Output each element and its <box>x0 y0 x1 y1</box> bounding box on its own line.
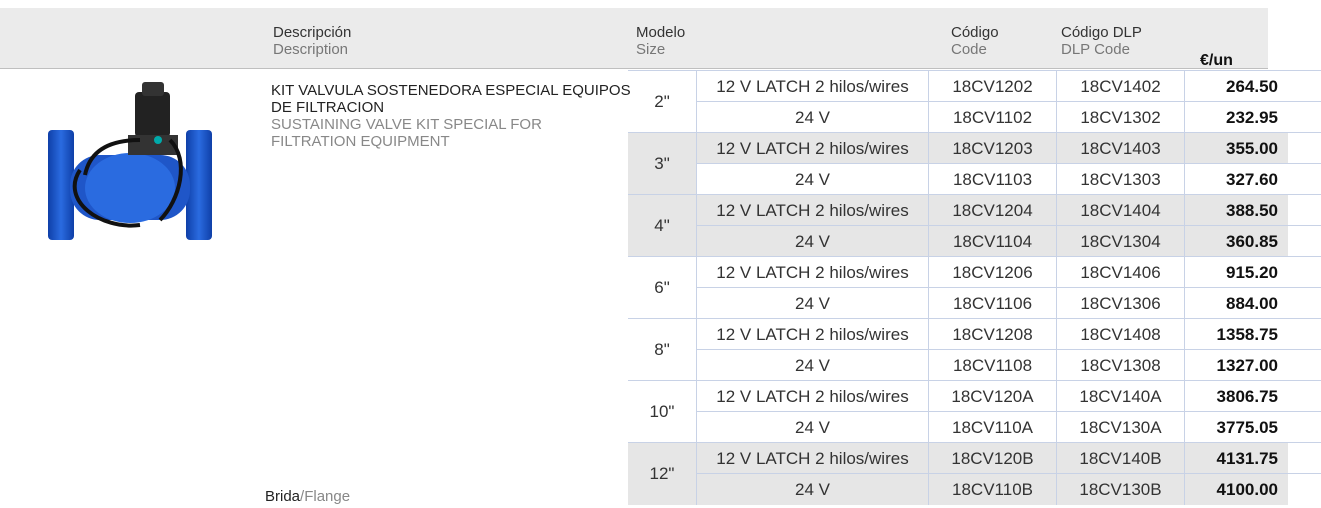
table-row <box>696 287 1321 319</box>
dlp-code-cell: 18CV1408 <box>1056 319 1184 350</box>
header-size-es: Modelo <box>636 24 686 41</box>
dlp-code-cell: 18CV130A <box>1056 412 1184 443</box>
code-cell: 18CV1203 <box>928 133 1056 164</box>
price-cell: 884.00 <box>1184 288 1288 319</box>
mode-cell: 12 V LATCH 2 hilos/wires <box>696 71 928 102</box>
dlp-code-cell: 18CV1308 <box>1056 350 1184 381</box>
dlp-code-cell: 18CV140A <box>1056 381 1184 412</box>
code-cell: 18CV1202 <box>928 71 1056 102</box>
header-code <box>951 24 999 58</box>
mode-cell: 24 V <box>696 226 928 257</box>
connection-es: Brida <box>265 488 301 505</box>
size-cell: 12" <box>628 442 696 505</box>
size-cell: 3" <box>628 132 696 195</box>
valve-icon <box>40 80 220 245</box>
code-cell: 18CV1104 <box>928 226 1056 257</box>
dlp-code-cell: 18CV1404 <box>1056 195 1184 226</box>
mode-cell: 12 V LATCH 2 hilos/wires <box>696 133 928 164</box>
code-cell: 18CV1206 <box>928 257 1056 288</box>
dlp-code-cell: 18CV1406 <box>1056 257 1184 288</box>
mode-cell: 24 V <box>696 412 928 443</box>
code-cell: 18CV1208 <box>928 319 1056 350</box>
mode-cell: 12 V LATCH 2 hilos/wires <box>696 381 928 412</box>
product-title-es-2: DE FILTRACION <box>271 99 385 116</box>
header-description-en: Description <box>273 41 349 58</box>
mode-cell: 24 V <box>696 102 928 133</box>
price-cell: 1358.75 <box>1184 319 1288 350</box>
dlp-code-cell: 18CV1402 <box>1056 71 1184 102</box>
code-cell: 18CV1103 <box>928 164 1056 195</box>
table-row <box>696 411 1321 443</box>
dlp-code-cell: 18CV1304 <box>1056 226 1184 257</box>
code-cell: 18CV120B <box>928 443 1056 474</box>
header-price: €/un <box>1200 52 1233 69</box>
table-row <box>696 225 1321 257</box>
table-row <box>696 349 1321 381</box>
dlp-code-cell: 18CV140B <box>1056 443 1184 474</box>
valve-illustration <box>40 80 220 245</box>
dlp-code-cell: 18CV1303 <box>1056 164 1184 195</box>
code-cell: 18CV1106 <box>928 288 1056 319</box>
table-row <box>696 132 1321 164</box>
size-cell: 6" <box>628 256 696 319</box>
price-cell: 355.00 <box>1184 133 1288 164</box>
product-title-es-1: KIT VALVULA SOSTENEDORA ESPECIAL EQUIPOS <box>271 82 631 99</box>
header-description-es: Descripción <box>273 24 352 41</box>
product-title-en-1: SUSTAINING VALVE KIT SPECIAL FOR <box>271 116 542 133</box>
table-row <box>696 380 1321 412</box>
header-dlp-en: DLP Code <box>1061 41 1130 58</box>
table-header <box>0 8 1268 69</box>
connection-sep: / <box>300 488 305 505</box>
size-cell: 10" <box>628 380 696 443</box>
dlp-code-cell: 18CV1306 <box>1056 288 1184 319</box>
table-row <box>696 70 1321 102</box>
mode-cell: 24 V <box>696 474 928 505</box>
dlp-code-cell: 18CV1403 <box>1056 133 1184 164</box>
table-row <box>696 318 1321 350</box>
code-cell: 18CV1108 <box>928 350 1056 381</box>
price-cell: 360.85 <box>1184 226 1288 257</box>
code-cell: 18CV1204 <box>928 195 1056 226</box>
size-cell: 8" <box>628 318 696 381</box>
price-cell: 232.95 <box>1184 102 1288 133</box>
dlp-code-cell: 18CV130B <box>1056 474 1184 505</box>
price-cell: 4131.75 <box>1184 443 1288 474</box>
header-size-en: Size <box>636 41 666 58</box>
price-cell: 264.50 <box>1184 71 1288 102</box>
mode-cell: 12 V LATCH 2 hilos/wires <box>696 195 928 226</box>
size-cell: 2" <box>628 70 696 133</box>
table-row <box>696 163 1321 195</box>
code-cell: 18CV1102 <box>928 102 1056 133</box>
table-row <box>696 256 1321 288</box>
price-cell: 4100.00 <box>1184 474 1288 505</box>
header-code-en: Code <box>951 41 987 58</box>
price-cell: 388.50 <box>1184 195 1288 226</box>
table-row <box>696 473 1321 505</box>
table-row <box>696 194 1321 226</box>
price-cell: 1327.00 <box>1184 350 1288 381</box>
price-cell: 327.60 <box>1184 164 1288 195</box>
price-cell: 915.20 <box>1184 257 1288 288</box>
price-cell: 3806.75 <box>1184 381 1288 412</box>
mode-cell: 24 V <box>696 164 928 195</box>
header-code-es: Código <box>951 24 999 41</box>
code-cell: 18CV110A <box>928 412 1056 443</box>
header-dlp-es: Código DLP <box>1061 24 1142 41</box>
code-cell: 18CV110B <box>928 474 1056 505</box>
size-cell: 4" <box>628 194 696 257</box>
header-description <box>273 24 351 58</box>
header-dlp-code <box>1061 24 1142 58</box>
mode-cell: 24 V <box>696 288 928 319</box>
price-cell: 3775.05 <box>1184 412 1288 443</box>
header-size <box>636 24 685 58</box>
table-row <box>696 101 1321 133</box>
connection-en: Flange <box>304 488 351 505</box>
mode-cell: 24 V <box>696 350 928 381</box>
mode-cell: 12 V LATCH 2 hilos/wires <box>696 257 928 288</box>
mode-cell: 12 V LATCH 2 hilos/wires <box>696 319 928 350</box>
product-title-en-2: FILTRATION EQUIPMENT <box>271 133 450 150</box>
table-row <box>696 442 1321 474</box>
code-cell: 18CV120A <box>928 381 1056 412</box>
mode-cell: 12 V LATCH 2 hilos/wires <box>696 443 928 474</box>
product-description <box>271 82 631 150</box>
connection-type <box>265 488 350 505</box>
dlp-code-cell: 18CV1302 <box>1056 102 1184 133</box>
